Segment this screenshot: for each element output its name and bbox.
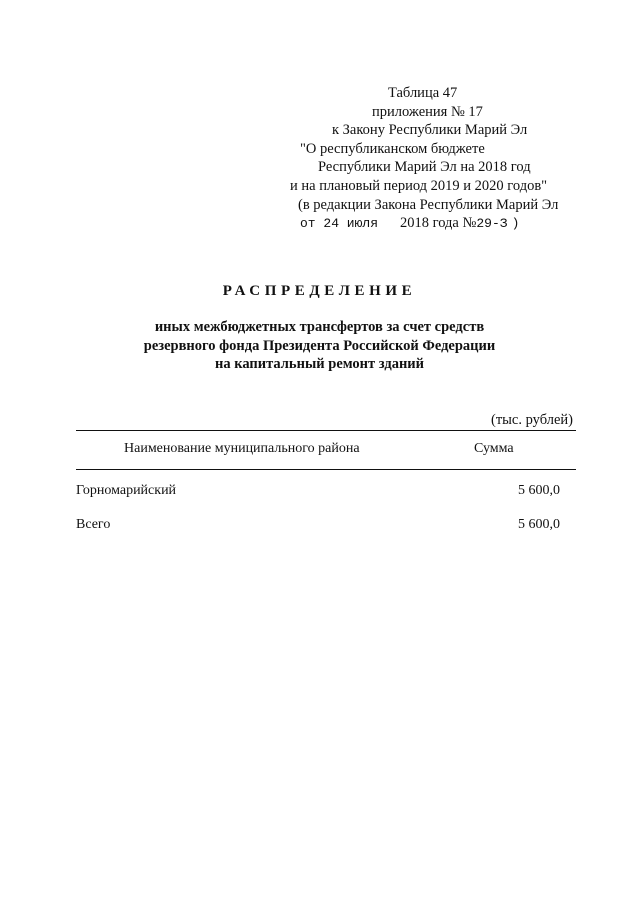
- header-line-table-number: Таблица 47: [388, 85, 458, 101]
- date-suffix: ): [511, 216, 520, 232]
- date-prefix: от 24 июля: [300, 216, 379, 232]
- table-units: (тыс. рублей): [491, 412, 573, 428]
- law-number: 29-З: [476, 216, 508, 232]
- header-line-law-title-2: Республики Марий Эл на 2018 год: [318, 159, 531, 176]
- district-name-cell: Горномарийский: [76, 483, 177, 498]
- header-line-edition: (в редакции Закона Республики Марий Эл: [298, 196, 559, 213]
- column-header-sum: Сумма: [474, 441, 514, 456]
- subtitle-line-1: иных межбюджетных трансфертов за счет средств: [154, 319, 485, 335]
- appendix-header: [290, 84, 580, 234]
- date-middle: 2018 года №: [400, 215, 477, 232]
- header-line-appendix: приложения № 17: [372, 103, 483, 120]
- table-top-border: [76, 430, 576, 431]
- document-title: РАСПРЕДЕЛЕНИЕ: [222, 283, 417, 299]
- subtitle-line-2: резервного фонда Президента Российской Федерации: [143, 337, 496, 354]
- header-line-law-title-1: "О республиканском бюджете: [300, 140, 485, 157]
- total-sum-cell: 5 600,0: [518, 517, 560, 532]
- total-label-cell: Всего: [76, 517, 111, 532]
- header-line-law-title-3: и на плановый период 2019 и 2020 годов": [290, 177, 548, 194]
- sum-cell: 5 600,0: [518, 483, 560, 498]
- header-line-law: к Закону Республики Марий Эл: [332, 122, 528, 139]
- document-subtitle: [0, 318, 639, 374]
- subtitle-line-3: на капитальный ремонт зданий: [214, 356, 425, 373]
- header-line-date: [290, 214, 580, 234]
- table-header-border: [76, 469, 576, 470]
- column-header-district: Наименование муниципального района: [124, 441, 360, 456]
